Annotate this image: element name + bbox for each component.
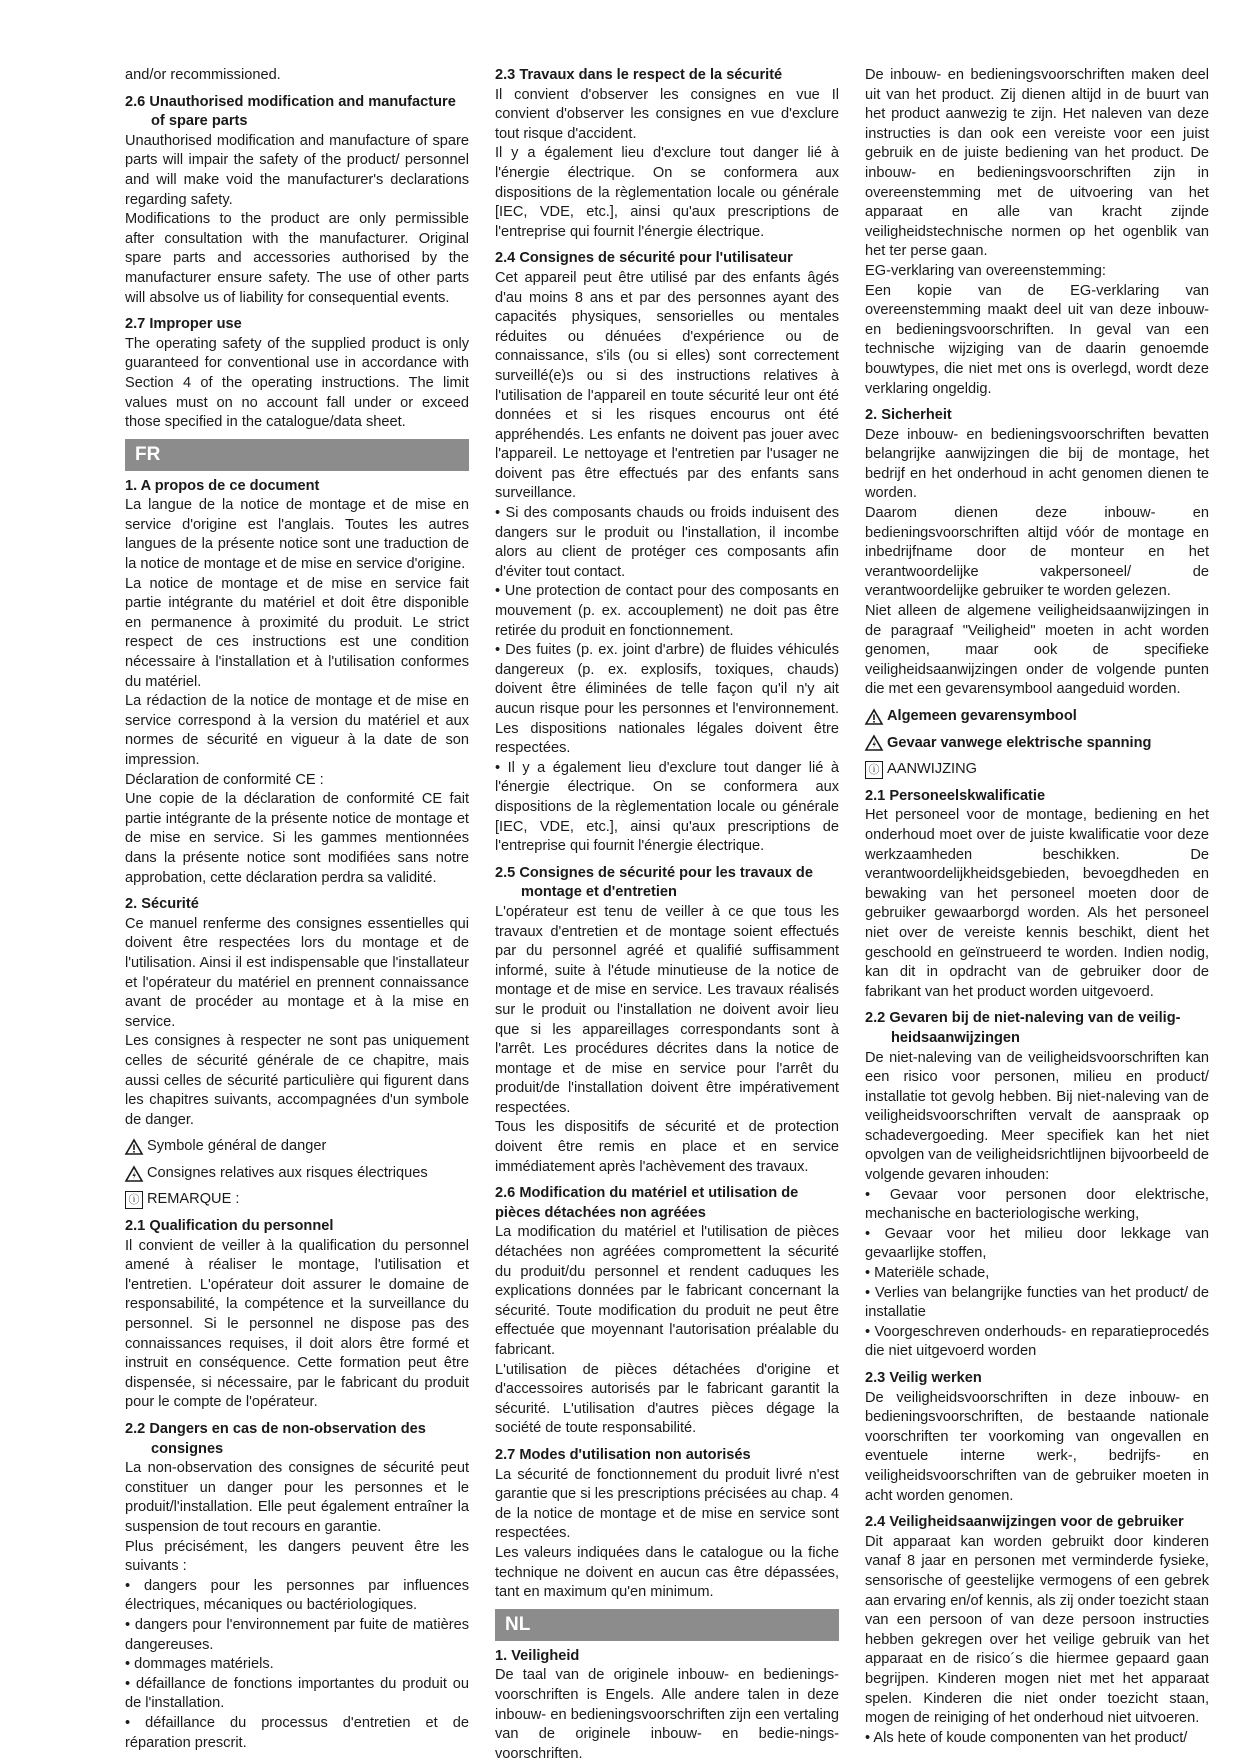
paragraph: and/or recommissioned. [125,67,281,83]
column-middle [495,66,839,1762]
paragraph: Plus précisément, les dangers peuvent être les suivants : [125,1538,469,1575]
section-heading: 1. A propos de ce document [125,477,320,494]
language-bar-nl: NL [495,1609,839,1641]
paragraph: De niet-naleving van de veiligheidsvoorschriften kan een risico voor personen, milieu en product/ installatie tot gevolg hebben. Bij niet-naleving van de veiligheidsvoorschriften vervalt de aanspraak op schadevergoeding. Meer specifiek kan het niet opvolgen van de veiligheidsrichtlijnen bijvoorbeeld de volgende gevaren inhouden: [865,1049,1209,1184]
section-heading: 2.2 Dangers en cas de non-observation des consignes [125,1421,426,1457]
section-heading: 2.6 Modification du matériel et utilisation de pièces détachées non agréées [495,1185,799,1221]
electrical-danger-symbol-row: Consignes relatives aux risques électriques [125,1164,469,1184]
column-left [125,66,469,1751]
paragraph: Een kopie van de EG-verklaring van overeenstemming maakt deel uit van deze inbouw- en bedieningsvoorschriften. In geval van een technische wijziging van de daarin genoemde bouwtypes, die niet met ons is overlegd, wordt deze verklaring ongeldig. [865,282,1209,397]
general-danger-symbol-row: Algemeen gevarensymbool [865,707,1209,727]
list-item: • Des fuites (p. ex. joint d'arbre) de fluides véhiculés dangereux (p. ex. explosifs, toxiques, chauds) doivent être éliminées de telle façon qu'il n'y ait aucun risque pour les personnes et l'environnement. Les dispositions nationales légales doivent être respectées. [495,642,839,757]
list-item: • Si des composants chauds ou froids induisent des dangers sur le produit ou l'installation, il incombe alors au client de protéger ces composants afin d'éviter tout contact. [495,505,839,580]
paragraph: Les consignes à respecter ne sont pas uniquement celles de sécurité générale de ce chapitre, mais aussi celles de sécurité particulière qui figurent dans les chapitres suivants, accompagnées d'un symbole de danger. [125,1033,469,1128]
paragraph: Unauthorised modification and manufacture of spare parts will impair the safety of the product/ personnel and will make void the manufacturer's declarations regarding safety. [125,132,469,208]
paragraph: La sécurité de fonctionnement du produit livré n'est garantie que si les prescriptions précisées au chap. 4 de la notice de montage et de mise en service sont respectées. [495,1466,839,1542]
paragraph: La rédaction de la notice de montage et de mise en service correspond à la version du matériel et aux normes de sécurité en vigueur à la date de son impression. [125,693,469,768]
warning-triangle-icon [865,709,883,725]
paragraph: Niet alleen de algemene veiligheidsaanwijzingen in de paragraaf "Veiligheid" moeten in acht worden genomen, maar ook de specifieke veiligheidsaanwijzingen onder de volgende punten die met een gevarensymbool aangeduid worden. [865,603,1209,698]
list-item: • Verlies van belangrijke functies van het product/ de installatie [865,1284,1209,1321]
electrical-hazard-icon [125,1166,143,1182]
section-heading: 1. Veiligheid [495,1647,580,1664]
list-item: • dommages matériels. [125,1656,274,1673]
column-right [865,66,1209,1746]
paragraph: Il convient de veiller à la qualification du personnel amené à réaliser le montage, l'utilisation et l'entretien. L'opérateur doit assurer le domaine de responsabilité, la compétence et la surveillance du personnel. Si le personnel ne dispose pas des connaissances requises, il doit alors être formé et instruit en conséquence. Cette formation peut être dispensée, si nécessaire, par le fabricant du produit pour le compte de l'opérateur. [125,1237,469,1411]
list-item: • Als hete of koude componenten van het product/ [865,1729,1188,1746]
paragraph: Il y a également lieu d'exclure tout danger lié à l'énergie électrique. On se conformera aux dispositions de la règlementation locale ou générale [IEC, VDE, etc.], ainsi qu'aux prescriptions de l'entreprise qui fournit l'énergie électrique. [495,145,839,240]
list-item: • dangers pour les personnes par influences électriques, mécaniques ou bactériologiques. [125,1577,469,1614]
info-icon: ⓘ [865,761,883,779]
paragraph: De inbouw- en bedieningsvoorschriften maken deel uit van het product. Zij dienen altijd in de buurt van het product aanwezig te zijn. Het naleven van deze instructies is dan ook een vereiste voor een juist gebruik en de juiste bediening van het product. De inbouw- en bedieningsvoorschriften zijn in overeenstemming met de uitvoering van het apparaat en alle van kracht zijnde veiligheidstechnische normen op het ogenblik van het ter perse gaan. [865,67,1209,260]
paragraph: La modification du matériel et l'utilisation de pièces détachées non agréées compromettent la sécurité du produit/du personnel et rendent caduques les explications données par le fabricant concernant la sécurité. Toute modification du produit ne peut être effectuée que moyennant l'autorisation préalable du fabricant. [495,1224,839,1358]
section-heading: 2. Sécurité [125,896,199,913]
language-bar-fr: FR [125,439,469,471]
section-heading: 2.7 Improper use [125,316,242,333]
paragraph: La non-observation des consignes de sécurité peut constituer un danger pour les personnes et le produit/l'installation. Elle peut également entraîner la suspension de tout recours en garantie. [125,1460,469,1535]
paragraph: Het personeel voor de montage, bediening en het onderhoud moet over de juiste kwalificatie voor deze werkzaamheden beschikken. De verantwoordelijkheidsgebieden, bevoegdheden en bewaking van het personeel moeten door de gebruiker gewaarborgd worden. Als het personeel niet over de vereiste kennis beschikt, dient het geschoold en geïnstrueerd te worden. Indien nodig, kan dit in opdracht van de gebruiker door de fabrikant van het product worden uitgevoerd. [865,807,1209,1000]
paragraph: Deze inbouw- en bedieningsvoorschriften bevatten belangrijke aanwijzingen die bij de montage, het bedrijf en het onderhoud in acht genomen dienen te worden. [865,426,1209,502]
section-heading: 2.3 Travaux dans le respect de la sécurité [495,67,783,83]
paragraph: La langue de la notice de montage et de mise en service d'origine est l'anglais. Toutes les autres langues de la présente notice sont une traduction de la notice de montage et de mise en service d'origine. [125,497,469,573]
paragraph: Dit apparaat kan worden gebruikt door kinderen vanaf 8 jaar en personen met verminderde fysieke, sensorische of geestelijke vermogens of een gebrek aan ervaring en/of kennis, als zij onder toezicht staan van een persoon of van deze persoon instructies hebben gekregen over het veilige gebruik van het apparaat en de risico´s die hiermee gepaard gaan begrijpen. Kinderen mogen niet met het apparaat spelen. Kinderen die niet onder toezicht staan, mogen de reiniging of het onderhoud niet uitvoeren. [865,1533,1209,1727]
section-heading: 2.1 Personeelskwalificatie [865,787,1046,804]
paragraph: L'utilisation de pièces détachées d'origine et d'accessoires autorisés par le fabricant garantit la sécurité. L'utilisation d'autres pièces dégage la société de toute responsabilité. [495,1361,839,1437]
paragraph: EG-verklaring van overeenstemming: [865,262,1106,279]
list-item: • Il y a également lieu d'exclure tout danger lié à l'énergie électrique. On se conformera aux dispositions de la règlementation locale ou générale [IEC, VDE, etc.], ainsi qu'aux prescriptions de l'entreprise qui fournit l'énergie électrique. [495,759,839,855]
section-heading: 2.6 Unauthorised modification and manufacture of spare parts [125,93,456,130]
section-heading: 2.3 Veilig werken [865,1370,982,1386]
section-heading: 2.7 Modes d'utilisation non autorisés [495,1446,751,1463]
electrical-hazard-icon [865,735,883,751]
note-symbol-row: ⓘ AANWIJZING [865,760,1209,780]
paragraph: Cet appareil peut être utilisé par des enfants âgés d'au moins 8 ans et par des personnes ayant des capacités physiques, sensorielles ou mentales réduites ou dénuées d'expérience ou de connaissance, s'ils (ou si elles) sont correctement surveillé(e)s ou si des instructions relatives à l'utilisation de l'appareil en toute sécurité leur ont été données et si les risques encourus ont été appréhendés. Les enfants ne doivent pas jouer avec l'appareil. Le nettoyage et l'entretien par l'usager ne doivent pas être effectués par des enfants sans surveillance. [495,269,839,502]
section-heading: 2. Sicherheit [865,407,952,424]
list-item: • défaillance du processus d'entretien et de réparation prescrit. [125,1714,469,1751]
list-item: • Une protection de contact pour des composants en mouvement (p. ex. accouplement) ne doit pas être retirée du produit en fonctionnement. [495,583,839,639]
paragraph: Daarom dienen deze inbouw- en bedieningsvoorschriften altijd vóór de montage en inbedrijfname door de monteur en het verantwoordelijke vakpersoneel/ de verantwoordelijke gebruiker te worden gelezen. [865,505,1209,600]
paragraph: Les valeurs indiquées dans le catalogue ou la fiche technique ne doivent en aucun cas être dépassées, tant en maximum qu'en minimum. [495,1544,839,1601]
list-item: • défaillance de fonctions importantes du produit ou de l'installation. [125,1675,469,1712]
general-danger-symbol-row: Symbole général de danger [125,1137,469,1157]
paragraph: Il convient d'observer les consignes en vue Il convient d'observer les consignes en vue d'exclure tout risque d'accident. [495,86,839,142]
paragraph: Modifications to the product are only permissible after consultation with the manufacturer. Original spare parts and accessories authorised by the manufacturer ensure safety. The use of other parts will absolve us of liability for consequential events. [125,211,469,306]
paragraph: Une copie de la déclaration de conformité CE fait partie intégrante de la présente notice de montage et de mise en service. Si les gammes mentionnées dans la présente notice sont modifiées sans notre approbation, cette déclaration perdra sa validité. [125,791,469,886]
info-icon: ⓘ [125,1191,143,1209]
list-item: • Gevaar voor het milieu door lekkage van gevaarlijke stoffen, [865,1225,1209,1262]
list-item: • Gevaar voor personen door elektrische, mechanische en bacteriologische werking, [865,1186,1209,1223]
warning-triangle-icon [125,1139,143,1155]
paragraph: De veiligheidsvoorschriften in deze inbouw- en bedieningsvoorschriften, de bestaande nationale voorschriften ter voorkoming van ongevallen en eventuele interne werk-, bedrijfs- en veiligheidsvoorschriften van de gebruiker moeten in acht worden genomen. [865,1389,1209,1504]
section-heading: 2.1 Qualification du personnel [125,1218,334,1235]
paragraph: Ce manuel renferme des consignes essentielles qui doivent être respectées lors du montage et de l'utilisation. Ainsi il est indispensable que l'installateur et l'opérateur du matériel en prennent connaissance avant de procéder au montage et à la mise en service. [125,915,469,1030]
list-item: • Materiële schade, [865,1265,990,1282]
list-item: • dangers pour l'environnement par fuite de matières dangereuses. [125,1616,469,1653]
paragraph: Déclaration de conformité CE : [125,771,324,788]
electrical-danger-symbol-row: Gevaar vanwege elektrische spanning [865,734,1209,754]
section-heading: 2.5 Consignes de sécurité pour les travaux de montage et d'entretien [495,864,813,901]
list-item: • Voorgeschreven onderhouds- en reparatieprocedés die niet uitgevoerd worden [865,1323,1209,1360]
section-heading: 2.4 Veiligheidsaanwijzingen voor de gebruiker [865,1514,1184,1531]
paragraph: Tous les dispositifs de sécurité et de protection doivent être remis en place et en service immédiatement après l'achèvement des travaux. [495,1119,839,1175]
section-heading: 2.2 Gevaren bij de niet-naleving van de veilig- heidsaanwijzingen [865,1010,1181,1046]
paragraph: The operating safety of the supplied product is only guaranteed for conventional use in accordance with Section 4 of the operating instructions. The limit values must on no account fall under or exceed those specified in the catalogue/data sheet. [125,335,469,431]
note-symbol-row: ⓘ REMARQUE : [125,1190,469,1210]
paragraph: L'opérateur est tenu de veiller à ce que tous les travaux d'entretien et de montage soient effectués par du personnel agréé et qualifié suffisamment informé, suite à l'étude minutieuse de la notice de montage et de mise en service. Les travaux réalisés sur le produit ou l'installation ne doivent avoir lieu que si les appareillages correspondants sont à l'arrêt. Les procédures décrites dans la notice de montage et de mise en service pour l'arrêt du produit/de l'installation doivent être impérativement respectées. [495,903,839,1116]
paragraph: La notice de montage et de mise en service fait partie intégrante du matériel et doit être disponible en permanence à proximité du produit. Le strict respect de ces instructions est une condition nécessaire à l'installation et à l'utilisation conformes du matériel. [125,575,469,690]
section-heading: 2.4 Consignes de sécurité pour l'utilisateur [495,250,793,267]
paragraph: De taal van de originele inbouw- en bedienings-voorschriften is Engels. Alle andere talen in deze inbouw- en bedieningsvoorschriften zijn een vertaling van de originele inbouw- en bedie-nings-voorschriften. [495,1667,839,1762]
